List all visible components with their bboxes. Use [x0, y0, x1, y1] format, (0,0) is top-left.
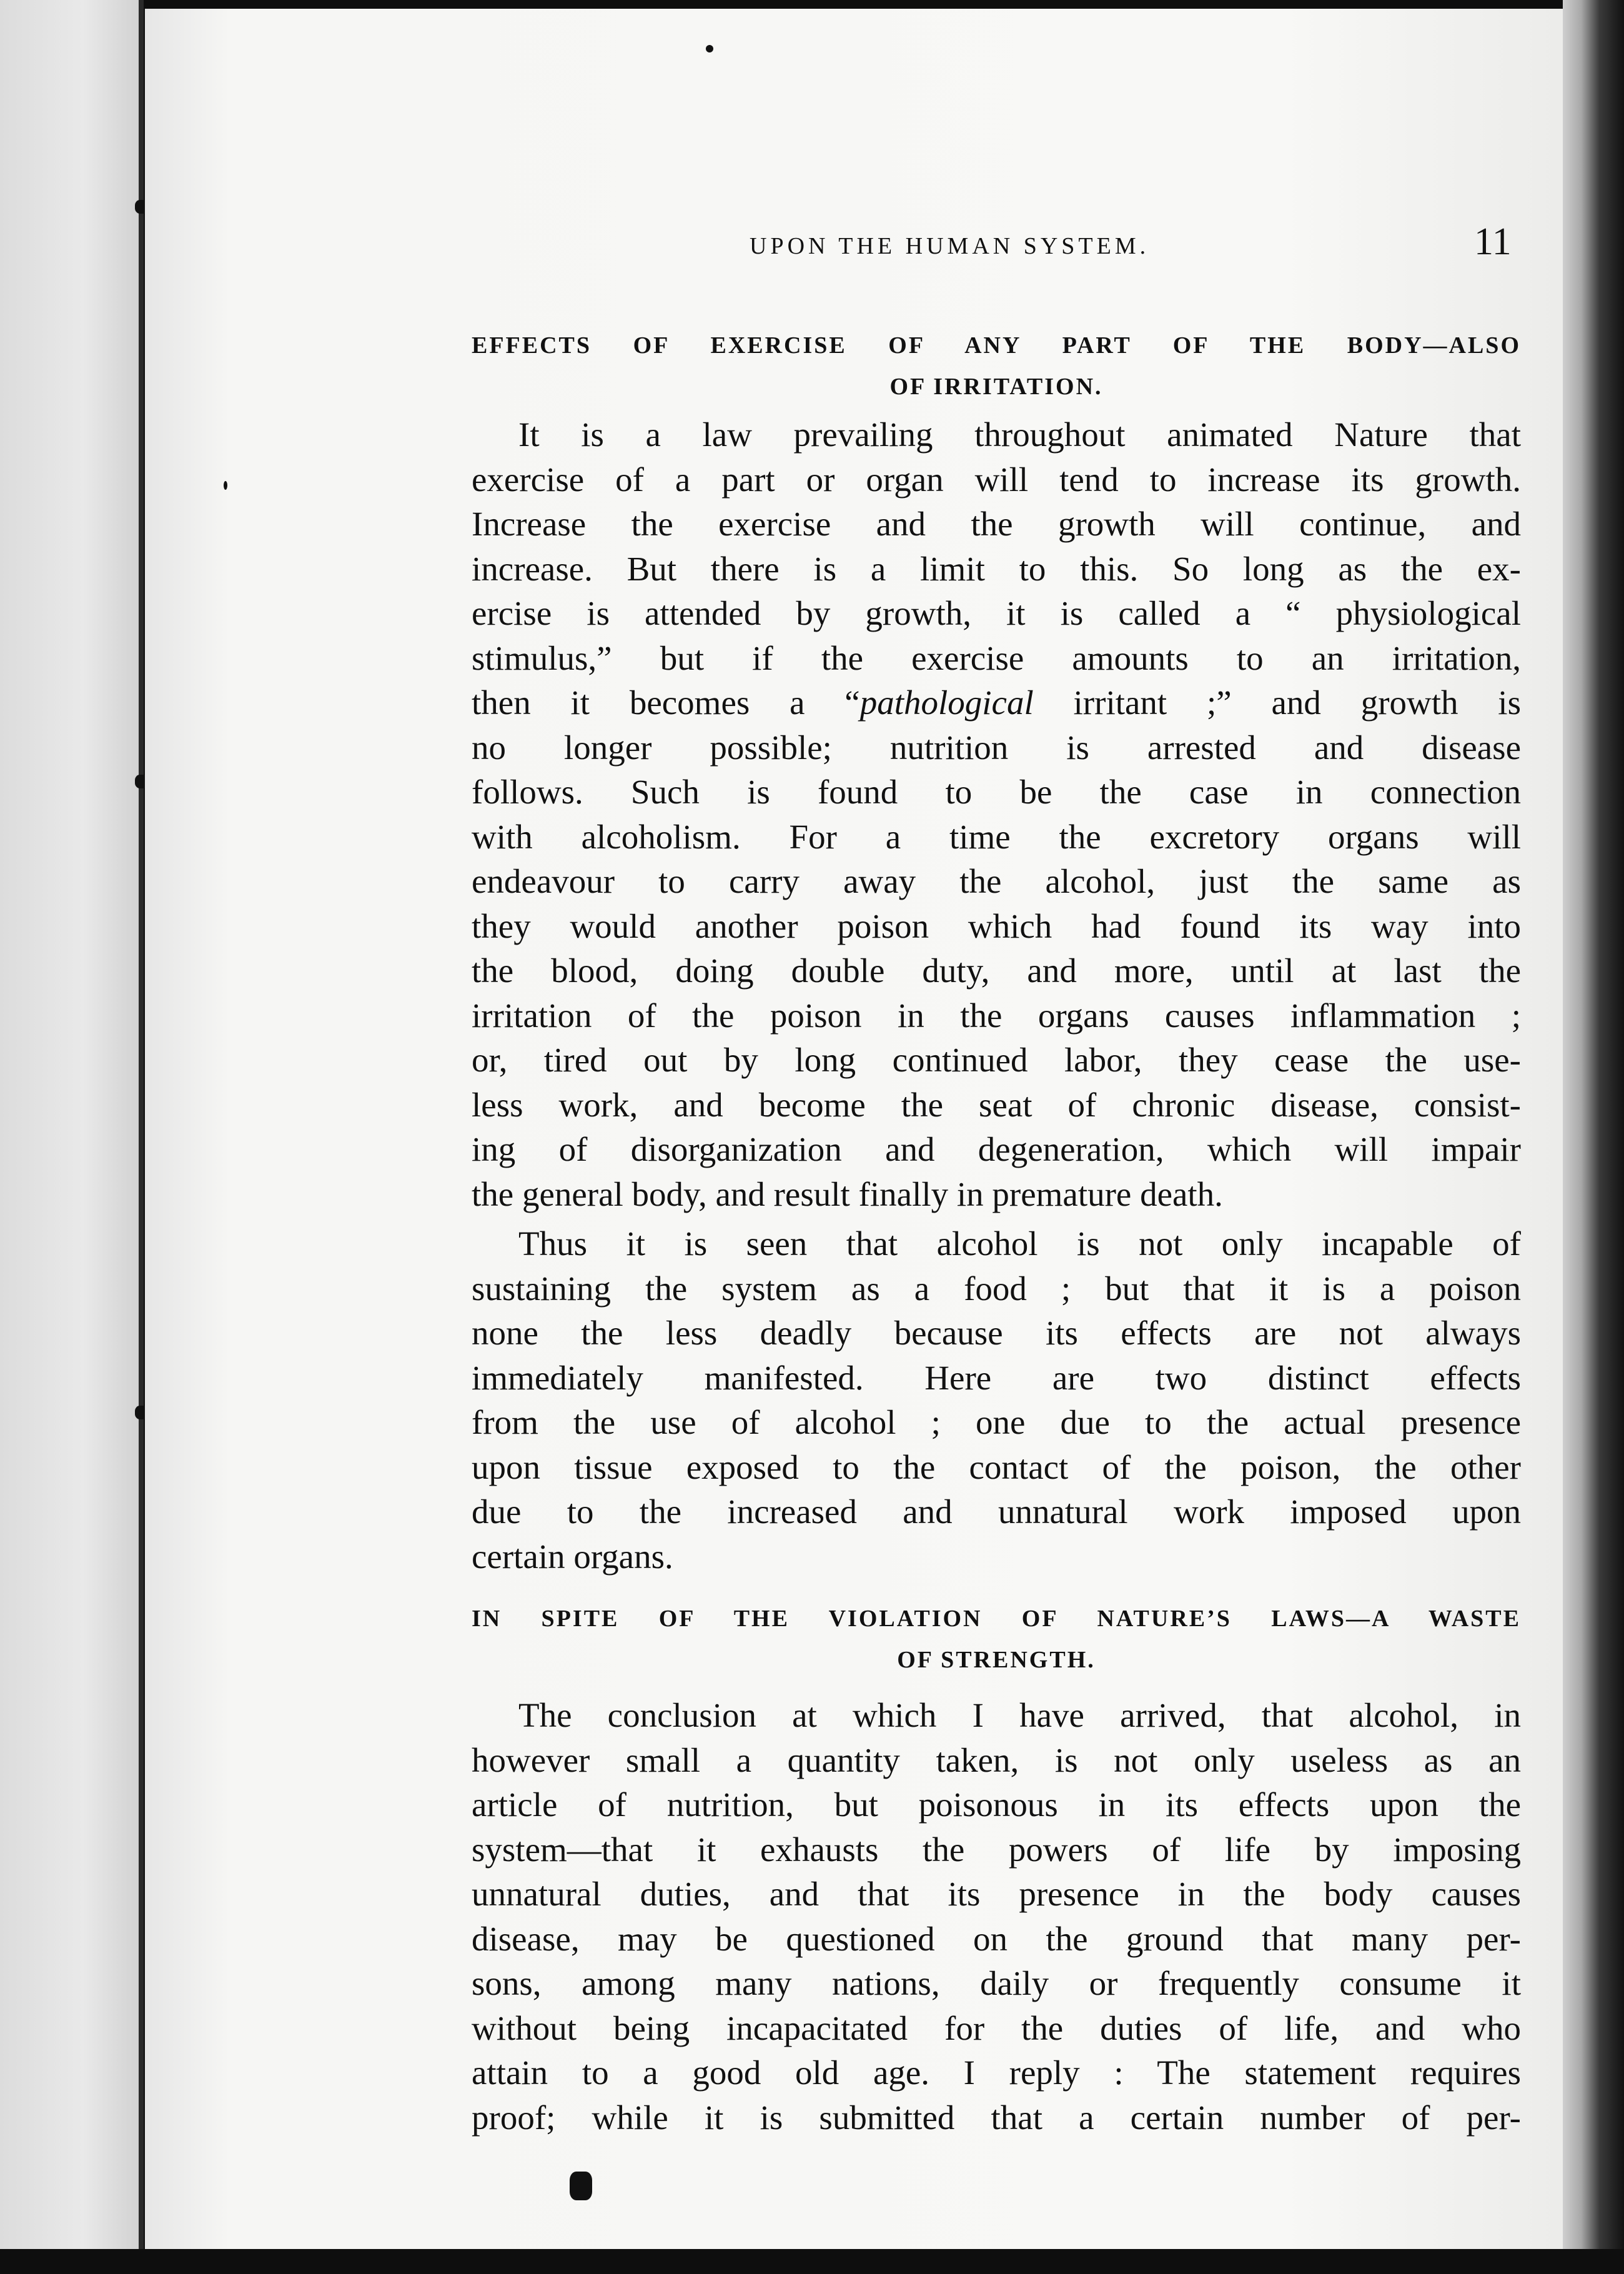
text-line: Increase the exercise and the growth will continue, and — [472, 505, 1521, 543]
page-right-edge — [1563, 0, 1624, 2274]
text-line: irritation of the poison in the organs causes inflammation ; — [472, 996, 1521, 1035]
text-line: due to the increased and unnatural work imposed upon — [472, 1492, 1521, 1531]
text-line: disease, may be questioned on the ground that many per- — [472, 1919, 1521, 1958]
text-span: irritant ;” and growth is — [1033, 683, 1521, 722]
text-line: immediately manifested. Here are two distinct effects — [472, 1358, 1521, 1397]
text-line: proof; while it is submitted that a certain number of per- — [472, 2098, 1521, 2137]
text-line: The conclusion at which I have arrived, that alcohol, in — [518, 1696, 1521, 1734]
running-head: UPON THE HUMAN SYSTEM. — [750, 233, 1150, 259]
text-line: follows. Such is found to be the case in connection — [472, 773, 1521, 811]
text-line: increase. But there is a limit to this. So long as the ex- — [472, 549, 1521, 588]
text-line: stimulus,” but if the exercise amounts to an irritation, — [472, 638, 1521, 677]
text-line: from the use of alcohol ; one due to the actual presence — [472, 1403, 1521, 1441]
text-line: unnatural duties, and that its presence in the body causes — [472, 1875, 1521, 1913]
text-span: then it becomes a “ — [472, 683, 860, 722]
section-heading — [472, 1598, 1521, 1681]
text-line: system—that it exhausts the powers of life by imposing — [472, 1830, 1521, 1869]
heading-line: EFFECTS OF EXERCISE OF ANY PART OF THE BODY—ALSO — [472, 332, 1521, 359]
facing-page-edge — [0, 0, 139, 2274]
ink-speck — [224, 481, 227, 490]
paragraph — [472, 412, 1521, 1216]
text-line: It is a law prevailing throughout animated Nature that — [518, 415, 1521, 454]
text-line: Thus it is seen that alcohol is not only incapable of — [518, 1224, 1521, 1263]
text-line: endeavour to carry away the alcohol, just the same as — [472, 862, 1521, 900]
page-bottom-edge — [0, 2249, 1624, 2274]
text-line: or, tired out by long continued labor, they cease the use- — [472, 1041, 1521, 1079]
text-line: sons, among many nations, daily or frequently consume it — [472, 1964, 1521, 2002]
heading-line: OF STRENGTH. — [897, 1647, 1096, 1673]
paragraph — [472, 1693, 1521, 2140]
page-gutter — [139, 0, 144, 2274]
text-line: exercise of a part or organ will tend to increase its growth. — [472, 460, 1521, 499]
text-line: the general body, and result finally in premature death. — [472, 1174, 1223, 1213]
text-line: without being incapacitated for the duties of life, and who — [472, 2008, 1521, 2047]
heading-line: IN SPITE OF THE VIOLATION OF NATURE’S LAWS—A WASTE — [472, 1606, 1521, 1632]
text-line: article of nutrition, but poisonous in its effects upon the — [472, 1785, 1521, 1824]
ink-speck — [706, 45, 713, 52]
heading-line: OF IRRITATION. — [889, 374, 1103, 400]
italic-word: pathological — [859, 683, 1034, 722]
section-heading — [472, 325, 1521, 407]
text-line: less work, and become the seat of chronic disease, consist- — [472, 1085, 1521, 1124]
page-number: 11 — [1474, 221, 1512, 263]
text-line: however small a quantity taken, is not only useless as an — [472, 1740, 1521, 1779]
text-line: no longer possible; nutrition is arrested and disease — [472, 728, 1521, 767]
paragraph — [472, 1221, 1521, 1579]
text-line: sustaining the system as a food ; but that it is a poison — [472, 1269, 1521, 1308]
text-line: the blood, doing double duty, and more, until at last the — [472, 951, 1521, 990]
text-line: ercise is attended by growth, it is called a “ physiological — [472, 594, 1521, 632]
text-line: none the less deadly because its effects are not always — [472, 1314, 1521, 1352]
text-line — [472, 680, 1521, 725]
text-line: upon tissue exposed to the contact of the poison, the other — [472, 1447, 1521, 1486]
text-line: attain to a good old age. I reply : The statement requires — [472, 2053, 1521, 2092]
text-line: ing of disorganization and degeneration, which will impair — [472, 1130, 1521, 1168]
text-line: with alcoholism. For a time the excretory organs will — [472, 817, 1521, 856]
text-line: they would another poison which had found its way into — [472, 906, 1521, 945]
text-line: certain organs. — [472, 1537, 673, 1576]
ink-blot — [570, 2172, 592, 2200]
